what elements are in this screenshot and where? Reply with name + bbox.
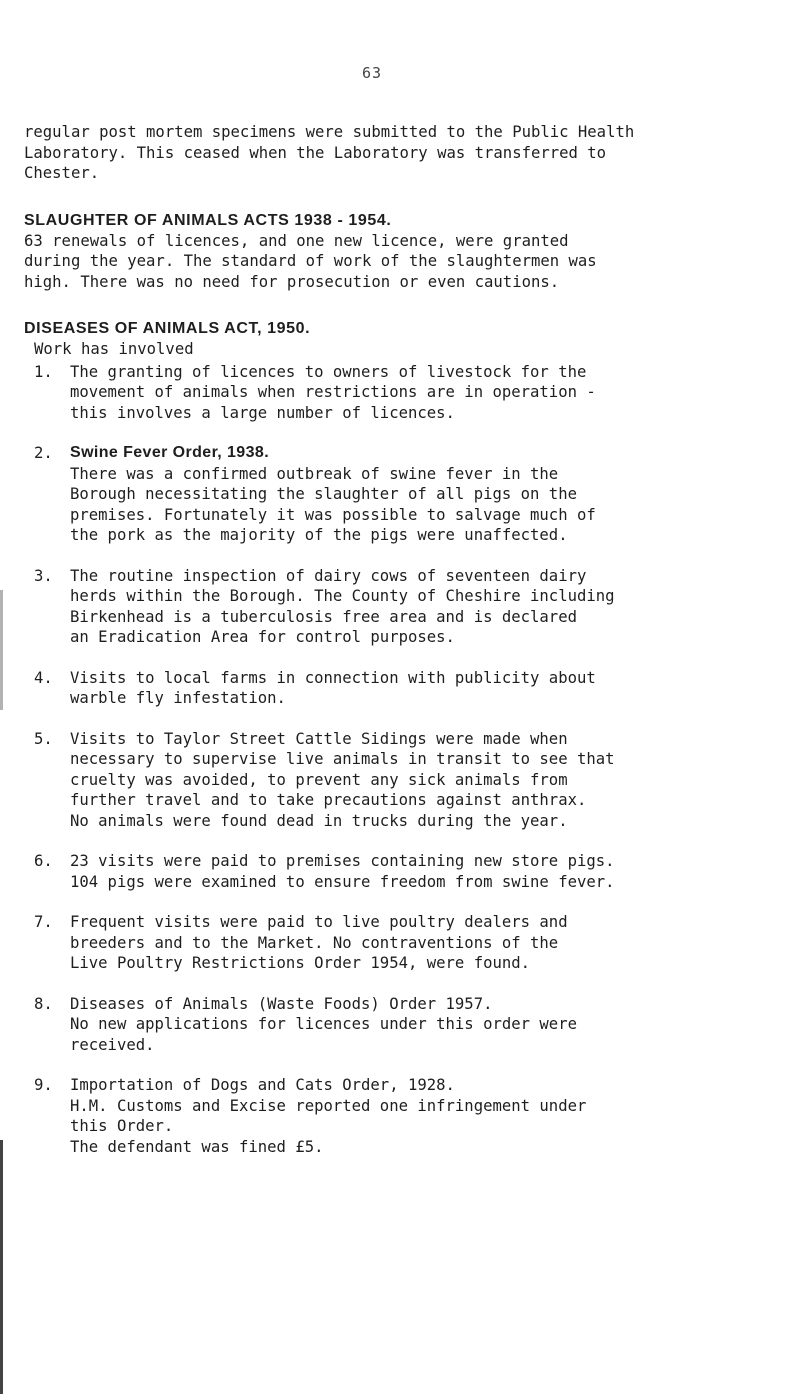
text-line: premises. Fortunately it was possible to salvage much of: [70, 505, 596, 524]
text-line: further travel and to take precautions against anthrax.: [70, 791, 587, 809]
list-item: [34, 994, 800, 1056]
list-item: [34, 566, 800, 648]
text-line: The granting of licences to owners of livestock for the: [70, 362, 587, 381]
text-line: Importation of Dogs and Cats Order, 1928.: [70, 1076, 455, 1094]
text-line: H.M. Customs and Excise reported one infringement under: [70, 1096, 587, 1115]
text-line: warble fly infestation.: [70, 689, 286, 707]
list-item: [34, 443, 800, 546]
text-line: There was a confirmed outbreak of swine fever in the: [70, 464, 559, 483]
list-item: [34, 668, 800, 709]
text-line: this Order.: [70, 1117, 174, 1135]
text-line: Chester.: [24, 164, 100, 182]
text-line: 104 pigs were examined to ensure freedom from swine fever.: [70, 872, 615, 891]
list-item: [34, 851, 800, 892]
diseases-lead: Work has involved: [34, 340, 194, 358]
text-line: regular post mortem specimens were submitted to the Public Health: [24, 123, 635, 141]
text-line: the pork as the majority of the pigs were unaffected.: [70, 526, 568, 544]
item-number: 6.: [34, 852, 53, 870]
text-line: this involves a large number of licences.: [70, 403, 455, 422]
text-line: The routine inspection of dairy cows of seventeen dairy: [70, 566, 587, 585]
text-line: Visits to Taylor Street Cattle Sidings were made when: [70, 729, 568, 748]
text-line: during the year. The standard of work of the slaughtermen was: [24, 252, 597, 270]
item-number: 7.: [34, 913, 53, 931]
list-item: [34, 1075, 800, 1157]
text-line: Birkenhead is a tuberculosis free area and is declared: [70, 607, 577, 626]
text-line: 63 renewals of licences, and one new licence, were granted: [24, 231, 569, 250]
text-line: high. There was no need for prosecution or even cautions.: [24, 272, 560, 291]
text-line: Borough necessitating the slaughter of all pigs on the: [70, 485, 577, 503]
list-item: [34, 729, 800, 832]
item-number: 4.: [34, 668, 53, 687]
section-heading-slaughter: SLAUGHTER OF ANIMALS ACTS 1938 - 1954.: [24, 211, 392, 229]
text-line: No animals were found dead in trucks during the year.: [70, 811, 568, 830]
text-line: Laboratory. This ceased when the Laboratory was transferred to: [24, 143, 607, 162]
text-line: Live Poultry Restrictions Order 1954, were found.: [70, 954, 531, 972]
document-body: [0, 122, 800, 1157]
scan-edge-mark-lower: [0, 1140, 3, 1394]
text-line: 23 visits were paid to premises containing new store pigs.: [70, 852, 615, 870]
text-line: breeders and to the Market. No contraventions of the: [70, 933, 559, 952]
list-item: [34, 912, 800, 974]
text-line: an Eradication Area for control purposes.: [70, 628, 455, 646]
text-line: movement of animals when restrictions are in operation -: [70, 383, 596, 401]
text-line: cruelty was avoided, to prevent any sick animals from: [70, 770, 568, 789]
text-line: Diseases of Animals (Waste Foods) Order 1957.: [70, 994, 493, 1013]
item-number: 5.: [34, 729, 53, 748]
item-number: 1.: [34, 362, 53, 381]
item-number: 3.: [34, 566, 53, 585]
section-heading-diseases: DISEASES OF ANIMALS ACT, 1950.: [24, 320, 311, 337]
list-item: [34, 362, 800, 424]
text-line: herds within the Borough. The County of Cheshire including: [70, 587, 615, 605]
item-number: 2.: [34, 444, 53, 462]
text-line: No new applications for licences under this order were: [70, 1015, 577, 1033]
text-line: The defendant was fined £5.: [70, 1137, 324, 1156]
text-line: necessary to supervise live animals in transit to see that: [70, 750, 615, 768]
item-number: 8.: [34, 994, 53, 1013]
page-number: 63: [362, 64, 383, 82]
intro-paragraph: [24, 122, 800, 184]
item-number: 9.: [34, 1076, 53, 1094]
text-line: Frequent visits were paid to live poultry dealers and: [70, 913, 568, 931]
item-subheading: Swine Fever Order, 1938.: [70, 444, 270, 461]
text-line: received.: [70, 1035, 155, 1054]
text-line: Visits to local farms in connection with publicity about: [70, 668, 596, 687]
slaughter-paragraph: [24, 231, 800, 293]
